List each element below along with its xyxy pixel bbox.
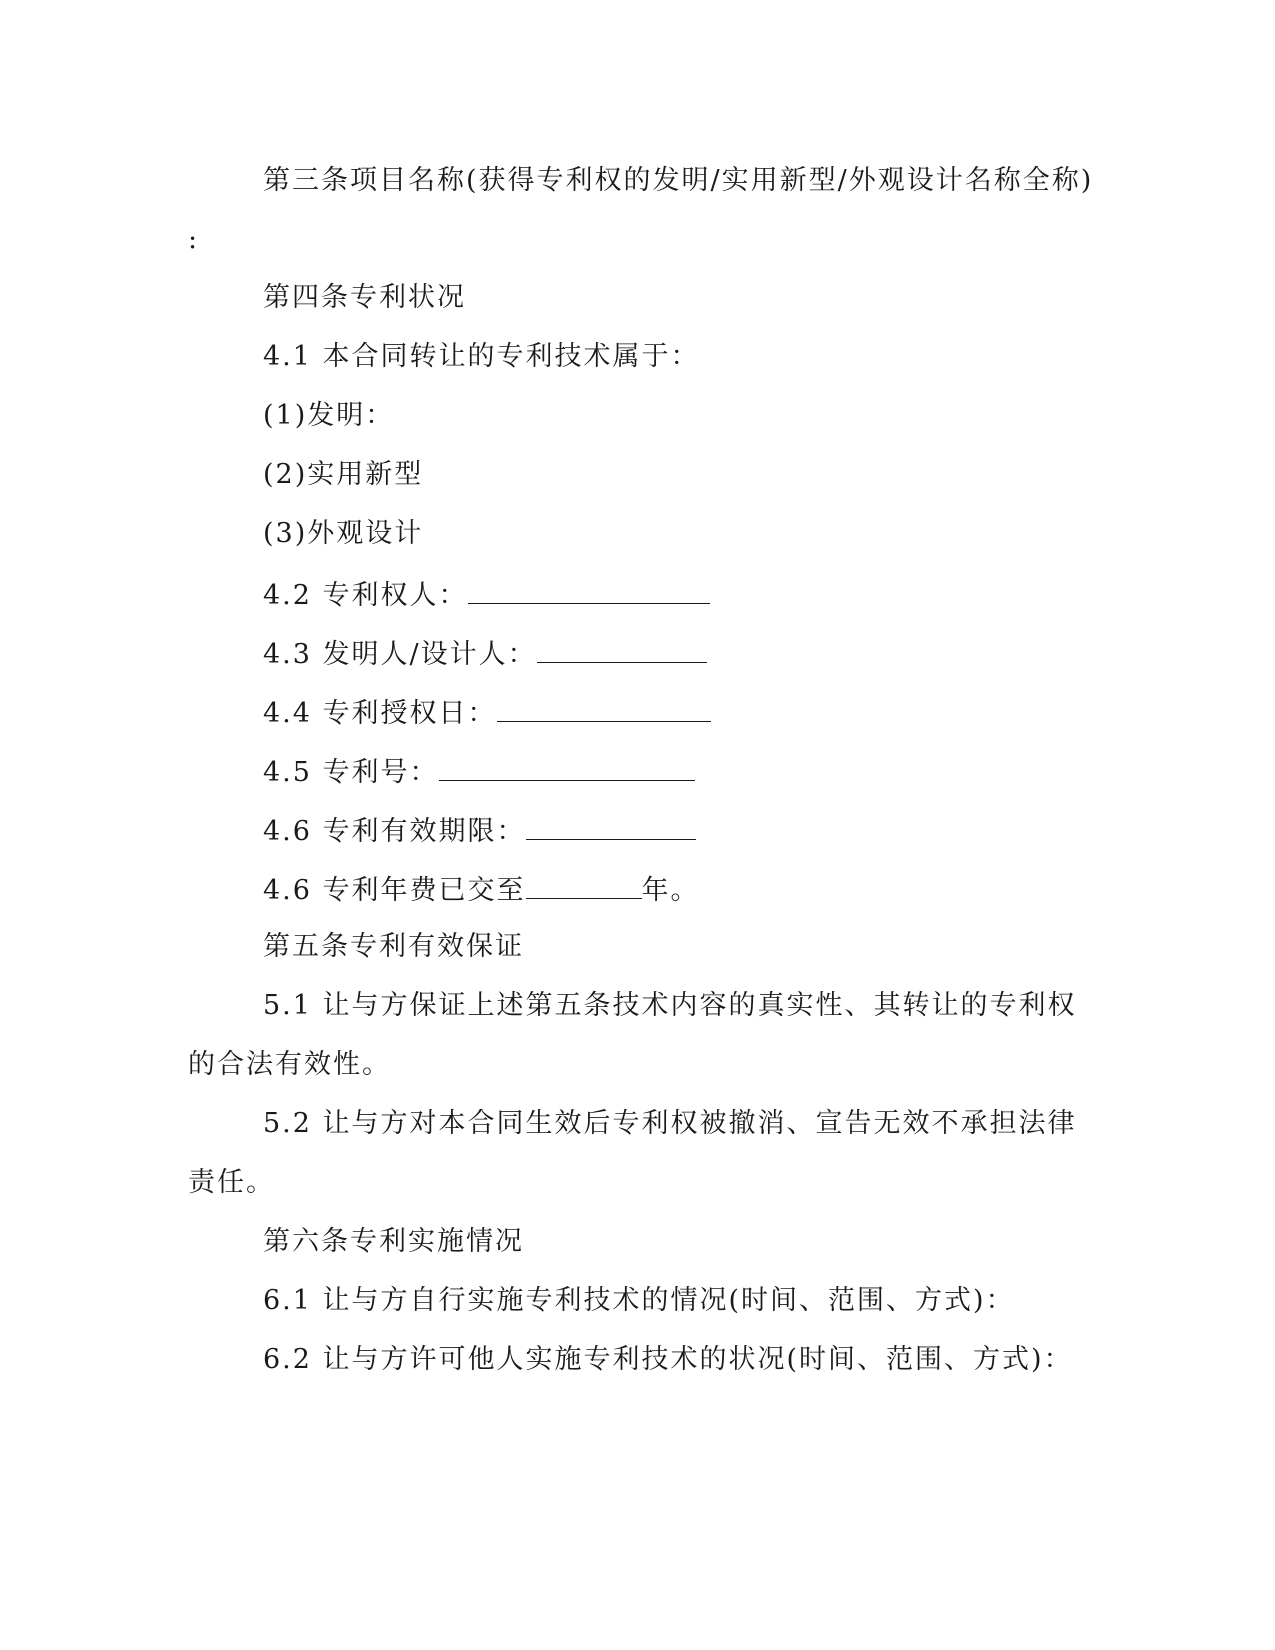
clause-4-2 bbox=[263, 575, 710, 614]
validity-period-blank[interactable] bbox=[526, 811, 696, 840]
article-3-heading: 第三条项目名称(获得专利权的发明/实用新型/外观设计名称全称) bbox=[263, 165, 1094, 196]
clause-5-2-line2: 责任。 bbox=[188, 1167, 275, 1198]
article-6-heading: 第六条专利实施情况 bbox=[263, 1226, 524, 1257]
patent-number-blank[interactable] bbox=[439, 752, 695, 781]
clause-4-5-label: 4.5 专利号： bbox=[263, 757, 439, 788]
clause-4-1: 4.1 本合同转让的专利技术属于： bbox=[263, 341, 700, 372]
clause-6-2: 6.2 让与方许可他人实施专利技术的状况(时间、范围、方式)： bbox=[263, 1344, 1073, 1375]
option-invention: (1)发明： bbox=[263, 400, 395, 431]
fee-year-blank[interactable] bbox=[526, 870, 642, 899]
clause-4-4 bbox=[263, 693, 711, 732]
clause-5-1-line1: 5.1 让与方保证上述第五条技术内容的真实性、其转让的专利权 bbox=[263, 990, 1077, 1021]
inventor-blank[interactable] bbox=[537, 634, 707, 663]
grant-date-blank[interactable] bbox=[497, 693, 711, 722]
option-utility-model: (2)实用新型 bbox=[263, 459, 424, 490]
article-3-colon: : bbox=[188, 224, 200, 255]
clause-4-6-fee-suffix: 年。 bbox=[641, 875, 700, 906]
clause-4-6-label: 4.6 专利有效期限： bbox=[263, 816, 526, 847]
clause-4-6 bbox=[263, 811, 696, 850]
clause-4-3-label: 4.3 发明人/设计人： bbox=[263, 639, 537, 670]
clause-4-6-fee bbox=[263, 870, 700, 909]
option-design: (3)外观设计 bbox=[263, 518, 424, 549]
article-5-heading: 第五条专利有效保证 bbox=[263, 931, 524, 962]
clause-4-4-label: 4.4 专利授权日： bbox=[263, 698, 497, 729]
clause-6-1: 6.1 让与方自行实施专利技术的情况(时间、范围、方式)： bbox=[263, 1285, 1015, 1316]
clause-4-6-fee-label: 4.6 专利年费已交至 bbox=[263, 875, 526, 906]
clause-5-1-line2: 的合法有效性。 bbox=[188, 1049, 391, 1080]
clause-5-2-line1: 5.2 让与方对本合同生效后专利权被撤消、宣告无效不承担法律 bbox=[263, 1108, 1077, 1139]
clause-4-5 bbox=[263, 752, 695, 791]
clause-4-3 bbox=[263, 634, 707, 673]
patentee-blank[interactable] bbox=[468, 575, 710, 604]
article-4-heading: 第四条专利状况 bbox=[263, 282, 466, 313]
clause-4-2-label: 4.2 专利权人： bbox=[263, 580, 468, 611]
